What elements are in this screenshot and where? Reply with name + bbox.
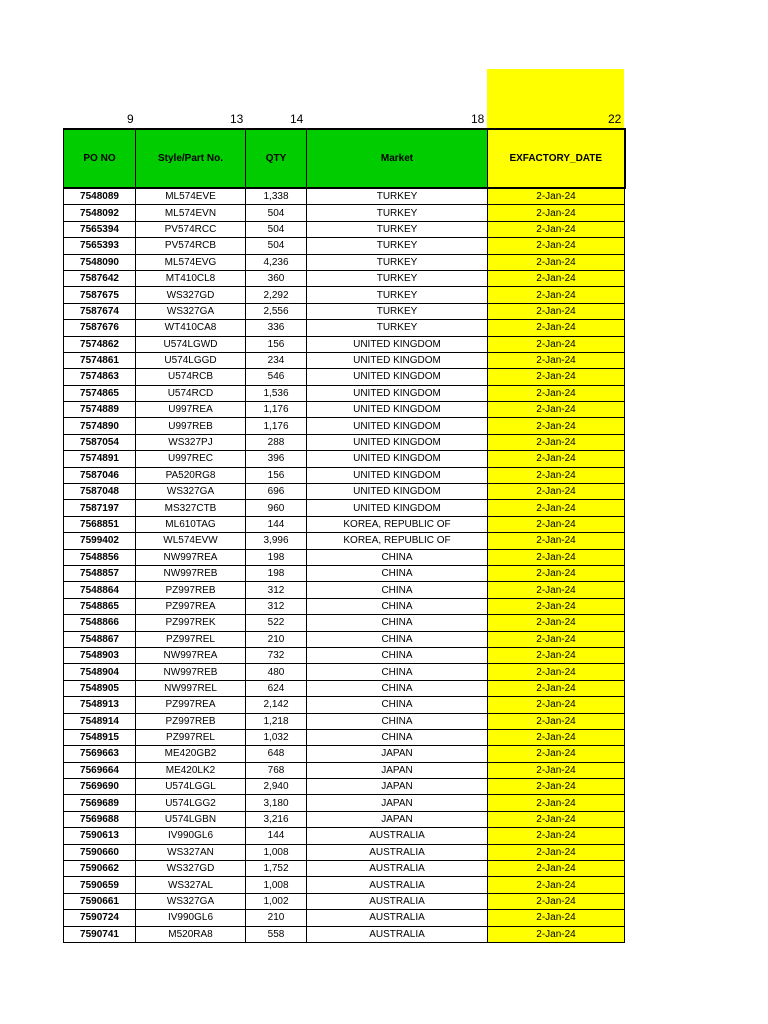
- market-cell[interactable]: CHINA: [307, 565, 488, 581]
- table-row: [64, 877, 625, 893]
- market-cell[interactable]: UNITED KINGDOM: [307, 434, 488, 450]
- po-no-cell[interactable]: 7548913: [64, 697, 136, 713]
- po-no-cell[interactable]: 7590662: [64, 861, 136, 877]
- table-row: [64, 910, 625, 926]
- style-cell[interactable]: PZ997REL: [136, 729, 246, 745]
- qty-cell[interactable]: 522: [246, 615, 307, 631]
- exfactory-date-cell[interactable]: 2-Jan-24: [488, 270, 625, 286]
- exfactory-date-cell[interactable]: 2-Jan-24: [488, 647, 625, 663]
- table-row: [64, 828, 625, 844]
- market-cell[interactable]: KOREA, REPUBLIC OF: [307, 533, 488, 549]
- table-row: [64, 926, 625, 942]
- table-row: [64, 549, 625, 565]
- table-row: [64, 697, 625, 713]
- po-no-cell[interactable]: 7587676: [64, 320, 136, 336]
- po-no-cell[interactable]: 7548914: [64, 713, 136, 729]
- qty-cell[interactable]: 2,142: [246, 697, 307, 713]
- qty-cell[interactable]: 198: [246, 549, 307, 565]
- table-row: [64, 779, 625, 795]
- exfactory-date-cell[interactable]: 2-Jan-24: [488, 303, 625, 319]
- market-cell[interactable]: UNITED KINGDOM: [307, 336, 488, 352]
- po-no-cell[interactable]: 7574862: [64, 336, 136, 352]
- exfactory-date-cell[interactable]: 2-Jan-24: [488, 615, 625, 631]
- exfactory-date-cell[interactable]: 2-Jan-24: [488, 402, 625, 418]
- style-cell[interactable]: ML574EVG: [136, 254, 246, 270]
- exfactory-date-cell[interactable]: 2-Jan-24: [488, 713, 625, 729]
- table-row: [64, 270, 625, 286]
- po-no-cell[interactable]: 7569663: [64, 746, 136, 762]
- exfactory-date-cell[interactable]: 2-Jan-24: [488, 516, 625, 532]
- market-cell[interactable]: CHINA: [307, 729, 488, 745]
- style-cell[interactable]: WS327GD: [136, 287, 246, 303]
- market-cell[interactable]: AUSTRALIA: [307, 877, 488, 893]
- style-cell[interactable]: M520RA8: [136, 926, 246, 942]
- qty-cell[interactable]: 3,216: [246, 811, 307, 827]
- market-cell[interactable]: AUSTRALIA: [307, 926, 488, 942]
- qty-cell[interactable]: 1,002: [246, 893, 307, 909]
- exfactory-date-cell[interactable]: 2-Jan-24: [488, 598, 625, 614]
- qty-cell[interactable]: 1,218: [246, 713, 307, 729]
- table-row: [64, 664, 625, 680]
- po-no-cell[interactable]: 7587642: [64, 270, 136, 286]
- qty-cell[interactable]: 546: [246, 369, 307, 385]
- po-no-cell[interactable]: 7590660: [64, 844, 136, 860]
- style-cell[interactable]: NW997REA: [136, 647, 246, 663]
- po-no-cell[interactable]: 7574865: [64, 385, 136, 401]
- header-exfactory-date[interactable]: EXFACTORY_DATE: [488, 129, 625, 188]
- qty-cell[interactable]: 198: [246, 565, 307, 581]
- table-row: [64, 516, 625, 532]
- qty-cell[interactable]: 1,752: [246, 861, 307, 877]
- po-no-cell[interactable]: 7587674: [64, 303, 136, 319]
- market-cell[interactable]: AUSTRALIA: [307, 893, 488, 909]
- qty-cell[interactable]: 144: [246, 828, 307, 844]
- market-cell[interactable]: TURKEY: [307, 254, 488, 270]
- qty-cell[interactable]: 336: [246, 320, 307, 336]
- style-cell[interactable]: WS327GA: [136, 893, 246, 909]
- table-row: [64, 582, 625, 598]
- table-row: [64, 844, 625, 860]
- market-cell[interactable]: AUSTRALIA: [307, 844, 488, 860]
- exfactory-date-cell[interactable]: 2-Jan-24: [488, 385, 625, 401]
- table-row: [64, 762, 625, 778]
- po-no-cell[interactable]: 7565394: [64, 221, 136, 237]
- style-cell[interactable]: PZ997REK: [136, 615, 246, 631]
- column-number-9: 9: [127, 112, 134, 126]
- qty-cell[interactable]: 396: [246, 451, 307, 467]
- table-row: [64, 238, 625, 254]
- market-cell[interactable]: CHINA: [307, 549, 488, 565]
- market-cell[interactable]: TURKEY: [307, 287, 488, 303]
- exfactory-date-cell[interactable]: 2-Jan-24: [488, 664, 625, 680]
- market-cell[interactable]: CHINA: [307, 664, 488, 680]
- exfactory-date-cell[interactable]: 2-Jan-24: [488, 484, 625, 500]
- po-no-cell[interactable]: 7587197: [64, 500, 136, 516]
- po-no-cell[interactable]: 7574889: [64, 402, 136, 418]
- style-cell[interactable]: WT410CA8: [136, 320, 246, 336]
- header-row: [64, 129, 625, 188]
- exfactory-date-cell[interactable]: 2-Jan-24: [488, 631, 625, 647]
- qty-cell[interactable]: 624: [246, 680, 307, 696]
- po-no-cell[interactable]: 7590724: [64, 910, 136, 926]
- qty-cell[interactable]: 1,008: [246, 844, 307, 860]
- market-cell[interactable]: JAPAN: [307, 762, 488, 778]
- qty-cell[interactable]: 156: [246, 336, 307, 352]
- market-cell[interactable]: TURKEY: [307, 188, 488, 205]
- style-cell[interactable]: NW997REA: [136, 549, 246, 565]
- style-cell[interactable]: WS327AL: [136, 877, 246, 893]
- style-cell[interactable]: U574RCB: [136, 369, 246, 385]
- exfactory-date-cell[interactable]: 2-Jan-24: [488, 467, 625, 483]
- market-cell[interactable]: UNITED KINGDOM: [307, 369, 488, 385]
- po-no-cell[interactable]: 7574890: [64, 418, 136, 434]
- style-cell[interactable]: ME420LK2: [136, 762, 246, 778]
- style-cell[interactable]: PZ997REB: [136, 713, 246, 729]
- po-no-cell[interactable]: 7569664: [64, 762, 136, 778]
- market-cell[interactable]: TURKEY: [307, 320, 488, 336]
- po-no-cell[interactable]: 7568851: [64, 516, 136, 532]
- style-cell[interactable]: U574LGGD: [136, 352, 246, 368]
- table-row: [64, 811, 625, 827]
- table-row: [64, 221, 625, 237]
- exfactory-date-cell[interactable]: 2-Jan-24: [488, 434, 625, 450]
- market-cell[interactable]: TURKEY: [307, 270, 488, 286]
- qty-cell[interactable]: 2,556: [246, 303, 307, 319]
- style-cell[interactable]: U574LGBN: [136, 811, 246, 827]
- table-row: [64, 729, 625, 745]
- qty-cell[interactable]: 504: [246, 238, 307, 254]
- exfactory-date-cell[interactable]: 2-Jan-24: [488, 893, 625, 909]
- exfactory-date-cell[interactable]: 2-Jan-24: [488, 565, 625, 581]
- style-cell[interactable]: WS327GA: [136, 303, 246, 319]
- style-cell[interactable]: U574RCD: [136, 385, 246, 401]
- style-cell[interactable]: MT410CL8: [136, 270, 246, 286]
- qty-cell[interactable]: 480: [246, 664, 307, 680]
- exfactory-date-cell[interactable]: 2-Jan-24: [488, 369, 625, 385]
- exfactory-date-cell[interactable]: 2-Jan-24: [488, 418, 625, 434]
- po-no-cell[interactable]: 7548904: [64, 664, 136, 680]
- qty-cell[interactable]: 1,008: [246, 877, 307, 893]
- po-no-cell[interactable]: 7548864: [64, 582, 136, 598]
- qty-cell[interactable]: 1,338: [246, 188, 307, 205]
- style-cell[interactable]: WS327AN: [136, 844, 246, 860]
- table-row: [64, 352, 625, 368]
- table-row: [64, 418, 625, 434]
- header-market[interactable]: Market: [307, 129, 488, 188]
- style-cell[interactable]: ME420GB2: [136, 746, 246, 762]
- market-cell[interactable]: CHINA: [307, 713, 488, 729]
- market-cell[interactable]: UNITED KINGDOM: [307, 385, 488, 401]
- style-cell[interactable]: U574LGGL: [136, 779, 246, 795]
- exfactory-date-cell[interactable]: 2-Jan-24: [488, 238, 625, 254]
- table-row: [64, 861, 625, 877]
- exfactory-date-cell[interactable]: 2-Jan-24: [488, 533, 625, 549]
- po-table: [63, 128, 626, 943]
- po-no-cell[interactable]: 7574861: [64, 352, 136, 368]
- table-row: [64, 713, 625, 729]
- po-no-cell[interactable]: 7590613: [64, 828, 136, 844]
- market-cell[interactable]: CHINA: [307, 680, 488, 696]
- qty-cell[interactable]: 312: [246, 598, 307, 614]
- column-number-22: 22: [608, 112, 622, 126]
- table-row: [64, 467, 625, 483]
- po-no-cell[interactable]: 7574863: [64, 369, 136, 385]
- market-cell[interactable]: AUSTRALIA: [307, 910, 488, 926]
- po-no-cell[interactable]: 7548865: [64, 598, 136, 614]
- po-no-cell[interactable]: 7548090: [64, 254, 136, 270]
- qty-cell[interactable]: 3,180: [246, 795, 307, 811]
- po-no-cell[interactable]: 7548856: [64, 549, 136, 565]
- qty-cell[interactable]: 156: [246, 467, 307, 483]
- market-cell[interactable]: UNITED KINGDOM: [307, 484, 488, 500]
- table-body: [64, 188, 625, 942]
- style-cell[interactable]: PA520RG8: [136, 467, 246, 483]
- exfactory-date-cell[interactable]: 2-Jan-24: [488, 205, 625, 221]
- market-cell[interactable]: JAPAN: [307, 795, 488, 811]
- style-cell[interactable]: WS327GD: [136, 861, 246, 877]
- header-highlight-band: [487, 69, 624, 128]
- qty-cell[interactable]: 504: [246, 205, 307, 221]
- exfactory-date-cell[interactable]: 2-Jan-24: [488, 582, 625, 598]
- market-cell[interactable]: CHINA: [307, 615, 488, 631]
- style-cell[interactable]: PZ997REA: [136, 697, 246, 713]
- po-no-cell[interactable]: 7569690: [64, 779, 136, 795]
- exfactory-date-cell[interactable]: 2-Jan-24: [488, 877, 625, 893]
- table-row: [64, 631, 625, 647]
- qty-cell[interactable]: 4,236: [246, 254, 307, 270]
- exfactory-date-cell[interactable]: 2-Jan-24: [488, 729, 625, 745]
- table-row: [64, 565, 625, 581]
- table-row: [64, 254, 625, 270]
- table-row: [64, 598, 625, 614]
- table-row: [64, 434, 625, 450]
- market-cell[interactable]: UNITED KINGDOM: [307, 451, 488, 467]
- market-cell[interactable]: UNITED KINGDOM: [307, 352, 488, 368]
- qty-cell[interactable]: 2,940: [246, 779, 307, 795]
- qty-cell[interactable]: 768: [246, 762, 307, 778]
- market-cell[interactable]: TURKEY: [307, 238, 488, 254]
- qty-cell[interactable]: 648: [246, 746, 307, 762]
- exfactory-date-cell[interactable]: 2-Jan-24: [488, 336, 625, 352]
- po-no-cell[interactable]: 7590741: [64, 926, 136, 942]
- po-no-cell[interactable]: 7548903: [64, 647, 136, 663]
- market-cell[interactable]: CHINA: [307, 582, 488, 598]
- qty-cell[interactable]: 144: [246, 516, 307, 532]
- table-row: [64, 336, 625, 352]
- table-row: [64, 500, 625, 516]
- exfactory-date-cell[interactable]: 2-Jan-24: [488, 697, 625, 713]
- po-no-cell[interactable]: 7599402: [64, 533, 136, 549]
- exfactory-date-cell[interactable]: 2-Jan-24: [488, 746, 625, 762]
- qty-cell[interactable]: 3,996: [246, 533, 307, 549]
- table-row: [64, 893, 625, 909]
- table-row: [64, 451, 625, 467]
- table-row: [64, 287, 625, 303]
- qty-cell[interactable]: 210: [246, 631, 307, 647]
- style-cell[interactable]: ML574EVN: [136, 205, 246, 221]
- market-cell[interactable]: CHINA: [307, 697, 488, 713]
- style-cell[interactable]: ML574EVE: [136, 188, 246, 205]
- market-cell[interactable]: JAPAN: [307, 811, 488, 827]
- po-no-cell[interactable]: 7548867: [64, 631, 136, 647]
- style-cell[interactable]: U574LGWD: [136, 336, 246, 352]
- header-style-part-no[interactable]: Style/Part No.: [136, 129, 246, 188]
- style-cell[interactable]: U997REB: [136, 418, 246, 434]
- market-cell[interactable]: JAPAN: [307, 746, 488, 762]
- market-cell[interactable]: CHINA: [307, 631, 488, 647]
- exfactory-date-cell[interactable]: 2-Jan-24: [488, 451, 625, 467]
- style-cell[interactable]: PZ997REB: [136, 582, 246, 598]
- qty-cell[interactable]: 696: [246, 484, 307, 500]
- market-cell[interactable]: UNITED KINGDOM: [307, 467, 488, 483]
- table-row: [64, 615, 625, 631]
- po-no-cell[interactable]: 7587054: [64, 434, 136, 450]
- exfactory-date-cell[interactable]: 2-Jan-24: [488, 680, 625, 696]
- exfactory-date-cell[interactable]: 2-Jan-24: [488, 779, 625, 795]
- style-cell[interactable]: U997REC: [136, 451, 246, 467]
- qty-cell[interactable]: 360: [246, 270, 307, 286]
- po-no-cell[interactable]: 7587048: [64, 484, 136, 500]
- po-no-cell[interactable]: 7587675: [64, 287, 136, 303]
- style-cell[interactable]: PV574RCC: [136, 221, 246, 237]
- exfactory-date-cell[interactable]: 2-Jan-24: [488, 910, 625, 926]
- qty-cell[interactable]: 960: [246, 500, 307, 516]
- exfactory-date-cell[interactable]: 2-Jan-24: [488, 926, 625, 942]
- market-cell[interactable]: TURKEY: [307, 221, 488, 237]
- po-no-cell[interactable]: 7565393: [64, 238, 136, 254]
- po-no-cell[interactable]: 7569688: [64, 811, 136, 827]
- po-no-cell[interactable]: 7590659: [64, 877, 136, 893]
- table-row: [64, 188, 625, 205]
- header-po-no[interactable]: PO NO: [64, 129, 136, 188]
- po-no-cell[interactable]: 7569689: [64, 795, 136, 811]
- table-row: [64, 369, 625, 385]
- po-no-cell[interactable]: 7548866: [64, 615, 136, 631]
- qty-cell[interactable]: 1,032: [246, 729, 307, 745]
- exfactory-date-cell[interactable]: 2-Jan-24: [488, 287, 625, 303]
- market-cell[interactable]: CHINA: [307, 647, 488, 663]
- exfactory-date-cell[interactable]: 2-Jan-24: [488, 828, 625, 844]
- po-no-cell[interactable]: 7548092: [64, 205, 136, 221]
- exfactory-date-cell[interactable]: 2-Jan-24: [488, 320, 625, 336]
- qty-cell[interactable]: 312: [246, 582, 307, 598]
- table-row: [64, 303, 625, 319]
- exfactory-date-cell[interactable]: 2-Jan-24: [488, 352, 625, 368]
- exfactory-date-cell[interactable]: 2-Jan-24: [488, 861, 625, 877]
- qty-cell[interactable]: 288: [246, 434, 307, 450]
- market-cell[interactable]: UNITED KINGDOM: [307, 418, 488, 434]
- po-no-cell[interactable]: 7548089: [64, 188, 136, 205]
- table-row: [64, 647, 625, 663]
- style-cell[interactable]: ML610TAG: [136, 516, 246, 532]
- style-cell[interactable]: NW997REB: [136, 565, 246, 581]
- market-cell[interactable]: CHINA: [307, 598, 488, 614]
- exfactory-date-cell[interactable]: 2-Jan-24: [488, 221, 625, 237]
- exfactory-date-cell[interactable]: 2-Jan-24: [488, 762, 625, 778]
- market-cell[interactable]: UNITED KINGDOM: [307, 402, 488, 418]
- qty-cell[interactable]: 2,292: [246, 287, 307, 303]
- column-number-13: 13: [230, 112, 244, 126]
- exfactory-date-cell[interactable]: 2-Jan-24: [488, 844, 625, 860]
- style-cell[interactable]: NW997REL: [136, 680, 246, 696]
- table-row: [64, 746, 625, 762]
- style-cell[interactable]: PZ997REA: [136, 598, 246, 614]
- style-cell[interactable]: PV574RCB: [136, 238, 246, 254]
- market-cell[interactable]: AUSTRALIA: [307, 828, 488, 844]
- qty-cell[interactable]: 504: [246, 221, 307, 237]
- qty-cell[interactable]: 210: [246, 910, 307, 926]
- style-cell[interactable]: IV990GL6: [136, 828, 246, 844]
- style-cell[interactable]: U574LGG2: [136, 795, 246, 811]
- po-no-cell[interactable]: 7548857: [64, 565, 136, 581]
- market-cell[interactable]: JAPAN: [307, 779, 488, 795]
- po-no-cell[interactable]: 7590661: [64, 893, 136, 909]
- column-number-14: 14: [290, 112, 304, 126]
- column-number-18: 18: [471, 112, 485, 126]
- qty-cell[interactable]: 1,536: [246, 385, 307, 401]
- market-cell[interactable]: TURKEY: [307, 205, 488, 221]
- style-cell[interactable]: PZ997REL: [136, 631, 246, 647]
- po-no-cell[interactable]: 7574891: [64, 451, 136, 467]
- style-cell[interactable]: WL574EVW: [136, 533, 246, 549]
- market-cell[interactable]: KOREA, REPUBLIC OF: [307, 516, 488, 532]
- style-cell[interactable]: WS327GA: [136, 484, 246, 500]
- po-no-cell[interactable]: 7587046: [64, 467, 136, 483]
- exfactory-date-cell[interactable]: 2-Jan-24: [488, 254, 625, 270]
- exfactory-date-cell[interactable]: 2-Jan-24: [488, 811, 625, 827]
- market-cell[interactable]: UNITED KINGDOM: [307, 500, 488, 516]
- qty-cell[interactable]: 234: [246, 352, 307, 368]
- market-cell[interactable]: TURKEY: [307, 303, 488, 319]
- table-row: [64, 385, 625, 401]
- po-no-cell[interactable]: 7548905: [64, 680, 136, 696]
- table-row: [64, 533, 625, 549]
- style-cell[interactable]: MS327CTB: [136, 500, 246, 516]
- exfactory-date-cell[interactable]: 2-Jan-24: [488, 549, 625, 565]
- style-cell[interactable]: NW997REB: [136, 664, 246, 680]
- table-row: [64, 402, 625, 418]
- market-cell[interactable]: AUSTRALIA: [307, 861, 488, 877]
- header-qty[interactable]: QTY: [246, 129, 307, 188]
- table-row: [64, 484, 625, 500]
- table-row: [64, 680, 625, 696]
- qty-cell[interactable]: 1,176: [246, 402, 307, 418]
- table-row: [64, 320, 625, 336]
- exfactory-date-cell[interactable]: 2-Jan-24: [488, 500, 625, 516]
- po-no-cell[interactable]: 7548915: [64, 729, 136, 745]
- table-row: [64, 795, 625, 811]
- table-row: [64, 205, 625, 221]
- style-cell[interactable]: U997REA: [136, 402, 246, 418]
- qty-cell[interactable]: 1,176: [246, 418, 307, 434]
- qty-cell[interactable]: 732: [246, 647, 307, 663]
- exfactory-date-cell[interactable]: 2-Jan-24: [488, 188, 625, 205]
- qty-cell[interactable]: 558: [246, 926, 307, 942]
- style-cell[interactable]: IV990GL6: [136, 910, 246, 926]
- exfactory-date-cell[interactable]: 2-Jan-24: [488, 795, 625, 811]
- style-cell[interactable]: WS327PJ: [136, 434, 246, 450]
